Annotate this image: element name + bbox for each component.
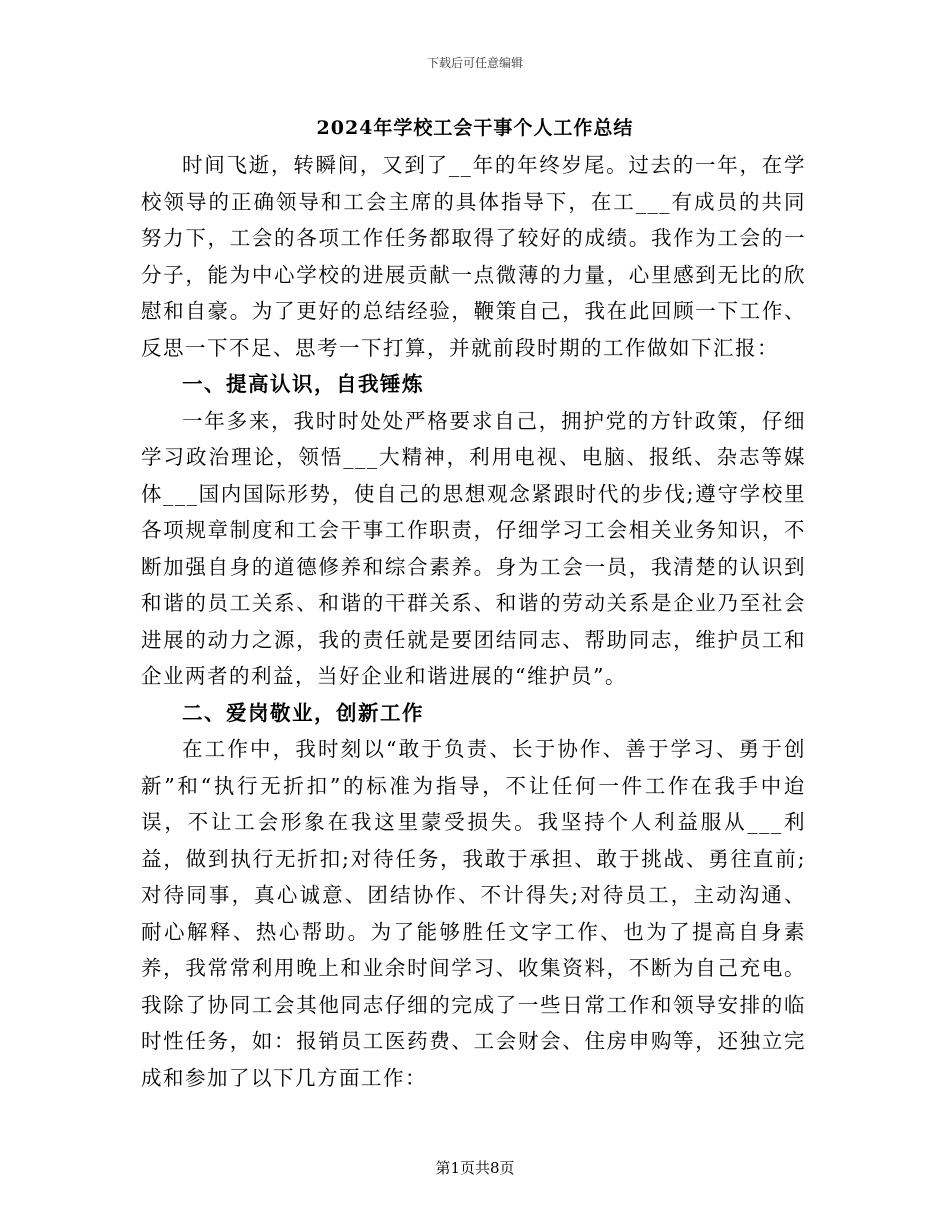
section-1-paragraph: 一年多来，我时时处处严格要求自己，拥护党的方针政策，仔细学习政治理论，领悟___大精神，利用电视、电脑、报纸、杂志等媒体___国内国际形势，使自己的思想观念紧跟时代的步伐;遵守学校里各项规章制度和工会干事工作职责，仔细学习工会相关业务知识，不断加强自身的道德修养和综合素养。身为工会一员，我清楚的认识到和谐的员工关系、和谐的干群关系、和谐的劳动关系是企业乃至社会进展的动力之源，我的责任就是要团结同志、帮助同志，维护员工和企业两者的利益，当好企业和谐进展的“维护员”。 (141, 408, 806, 688)
document-body (141, 147, 806, 1096)
page-header-note: 下载后可任意编辑 (426, 56, 523, 70)
section-heading-1: 一、提高认识，自我锤炼 (182, 372, 424, 396)
page-number: 第1页共8页 (435, 1159, 515, 1177)
section-heading-2: 二、爱岗敬业，创新工作 (182, 700, 424, 725)
section-2-paragraph: 在工作中，我时刻以“敢于负责、长于协作、善于学习、勇于创新”和“执行无折扣”的标准为指导，不让任何一件工作在我手中迨误，不让工会形象在我这里蒙受损失。我坚持个人利益服从___利益，做到执行无折扣;对待任务，我敢于承担、敢于挑战、勇往直前;对待同事，真心诚意、团结协作、不计得失;对待员工，主动沟通、耐心解释、热心帮助。为了能够胜任文字工作、也为了提高自身素养，我常常利用晚上和业余时间学习、收集资料，不断为自己充电。我除了协同工会其他同志仔细的完成了一些日常工作和领导安排的临时性任务，如：报销员工医药费、工会财会、住房申购等，还独立完成和参加了以下几方面工作： (141, 737, 806, 1090)
intro-paragraph: 时间飞逝，转瞬间，又到了__年的年终岁尾。过去的一年，在学校领导的正确领导和工会主席的具体指导下，在工___有成员的共同努力下，工会的各项工作任务都取得了较好的成绩。我作为工会的一分子，能为中心学校的进展贡献一点微薄的力量，心里感到无比的欣慰和自豪。为了更好的总结经验，鞭策自己，我在此回顾一下工作、反思一下不足、思考一下打算，并就前段时期的工作做如下汇报： (141, 153, 806, 360)
document-title: 2024年学校工会干事个人工作总结 (316, 117, 634, 139)
